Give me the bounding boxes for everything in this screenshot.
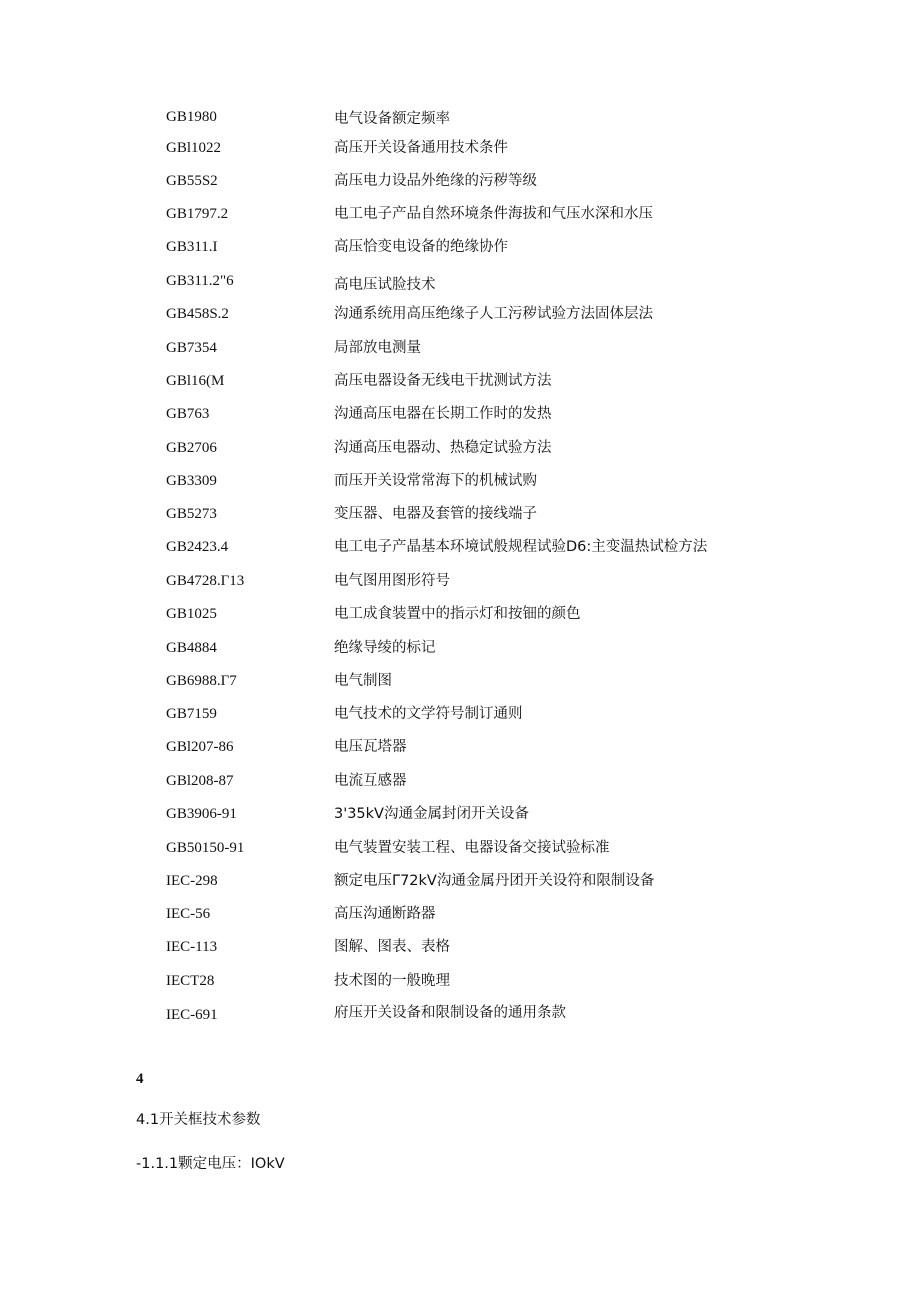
standard-row (0, 303, 920, 327)
standard-code: GBl207-86 (166, 739, 234, 755)
standard-title: 电工电子产品自然环境条件海拔和气压水深和水压 (334, 206, 653, 222)
standard-title: 高压电力设品外绝缘的污秽等级 (334, 173, 537, 189)
standard-code: GB7354 (166, 340, 217, 356)
standard-row (0, 903, 920, 927)
standard-row (0, 536, 920, 560)
standard-code: GB311.I (166, 239, 218, 255)
standard-row (0, 470, 920, 494)
standard-code: GB5273 (166, 506, 217, 522)
standard-row (0, 837, 920, 861)
standard-row (0, 970, 920, 994)
standard-title: 高电压试脸技术 (334, 277, 436, 293)
standard-row (0, 170, 920, 194)
standard-title: 电工成食装置中的指示灯和按钿的颜色 (334, 606, 581, 622)
standard-code: GB1025 (166, 606, 217, 622)
standard-row (0, 106, 920, 130)
standard-title: 局部放电测量 (334, 340, 421, 356)
section-number: 4 (136, 1071, 144, 1087)
standard-title: 电气制图 (334, 673, 392, 689)
standard-row (0, 936, 920, 960)
standard-title: 电压瓦塔器 (334, 739, 407, 755)
standard-title: 电工电子产晶基本环境试般规程试验D6:主变温热试检方法 (334, 539, 708, 555)
standard-title: 电气图用图形符号 (334, 573, 450, 589)
standard-row (0, 337, 920, 361)
standard-code: IEC-113 (166, 939, 218, 955)
standard-row (0, 437, 920, 461)
standard-row (0, 503, 920, 527)
standard-title: 沟通系统用高压绝缘子人工污秽试验方法固体层法 (334, 306, 653, 322)
standard-code: IEC-298 (166, 873, 218, 889)
standard-title: 图解、图表、表格 (334, 939, 450, 955)
rated-voltage-param: -1.1.1颗定电压：IOkV (136, 1156, 285, 1172)
standard-row (0, 137, 920, 161)
standard-code: GBl16(M (166, 373, 225, 389)
standard-code: GB1797.2 (166, 206, 229, 222)
section-subheading: 4.1开关框技术参数 (136, 1112, 261, 1128)
standard-row (0, 803, 920, 827)
standard-title: 3'35kV沟通金属封闭开关设备 (334, 806, 529, 822)
standard-row (0, 270, 920, 294)
standard-code: IEC-691 (166, 1007, 218, 1023)
standard-row (0, 570, 920, 594)
standard-title: 高压沟通断路器 (334, 906, 436, 922)
standard-code: GB3309 (166, 473, 217, 489)
standard-title: 变压器、电器及套管的接线端子 (334, 506, 537, 522)
standard-row (0, 637, 920, 661)
standard-row (0, 670, 920, 694)
standard-code: GB3906-91 (166, 806, 237, 822)
standard-row (0, 403, 920, 427)
standard-row (0, 603, 920, 627)
standard-row (0, 236, 920, 260)
standard-code: GB458S.2 (166, 306, 229, 322)
standard-code: GB4728.Γ13 (166, 573, 245, 589)
standard-code: IEC-56 (166, 906, 211, 922)
standard-code: GB2706 (166, 440, 217, 456)
standard-row (0, 870, 920, 894)
standard-title: 沟通高压电器动、热稳定试验方法 (334, 440, 552, 456)
standard-code: IECT28 (166, 973, 215, 989)
standard-title: 高压电器设备无线电干扰测试方法 (334, 373, 552, 389)
standard-code: GB50150-91 (166, 840, 245, 856)
standard-code: GB2423.4 (166, 539, 229, 555)
standard-title: 技术图的一般晚理 (334, 973, 450, 989)
standard-title: 府压开关设备和限制设备的通用条款 (334, 1005, 566, 1021)
standard-code: GB311.2"6 (166, 273, 234, 289)
standard-code: GB1980 (166, 109, 217, 125)
standard-code: GB763 (166, 406, 210, 422)
standard-title: 绝缘导绫的标记 (334, 640, 436, 656)
standard-row (0, 370, 920, 394)
standard-title: 高压开关设备通用技术条件 (334, 140, 508, 156)
standard-row (0, 703, 920, 727)
standard-title: 高压恰变电设备的绝缘协作 (334, 239, 508, 255)
standard-code: GB55S2 (166, 173, 218, 189)
standard-code: GBl208-87 (166, 773, 234, 789)
standard-title: 而压开关设常常海下的机械试购 (334, 473, 537, 489)
standard-code: GB4884 (166, 640, 217, 656)
standard-code: GB7159 (166, 706, 217, 722)
standard-title: 沟通高压电器在长期工作时的发热 (334, 406, 552, 422)
standard-row (0, 1004, 920, 1028)
standard-title: 电气技术的文学符号制订通则 (334, 706, 523, 722)
standard-code: GB6988.Γ7 (166, 673, 237, 689)
standard-code: GBl1022 (166, 140, 222, 156)
standard-row (0, 736, 920, 760)
standard-title: 电气设备额定频率 (334, 111, 450, 127)
standard-title: 电气装置安装工程、电器设备交接试验标准 (334, 840, 610, 856)
standard-title: 电流互感器 (334, 773, 407, 789)
standard-row (0, 203, 920, 227)
standard-row (0, 770, 920, 794)
standard-title: 额定电压Γ72kV沟通金属丹团开关设符和限制设备 (334, 873, 655, 889)
